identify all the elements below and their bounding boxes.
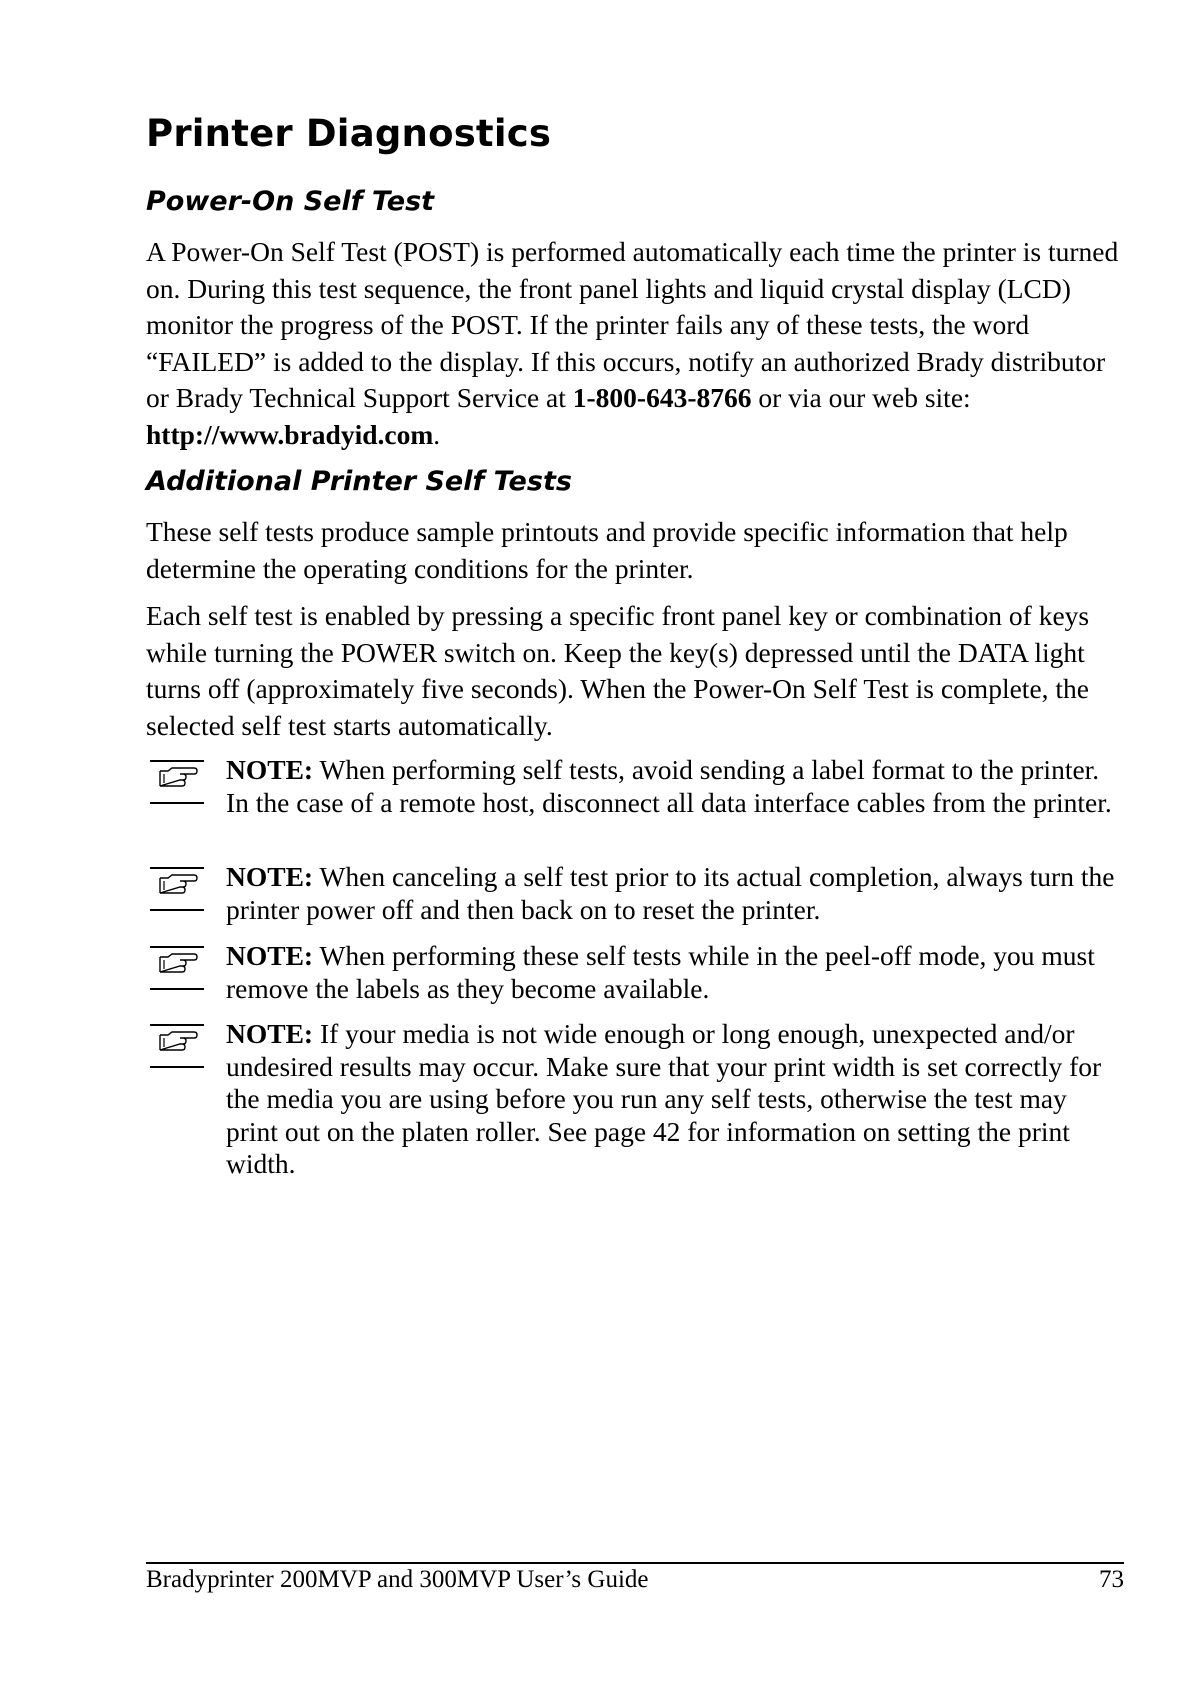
note-4-top-rule	[150, 1024, 204, 1026]
note-body: When performing these self tests while in the peel-off mode, you must remove the labels as they become available.	[226, 940, 1095, 1004]
website-url: http://www.bradyid.com	[146, 418, 434, 450]
note-3-bottom-rule	[150, 988, 204, 990]
note-body: When canceling a self test prior to its actual completion, always turn the printer power off and then back on to reset the printer.	[226, 861, 1115, 925]
footer-rule	[146, 1562, 1124, 1564]
support-phone: 1-800-643-8766	[572, 382, 752, 413]
note-4-bottom-rule	[150, 1066, 204, 1068]
pointing-hand-icon	[158, 765, 198, 791]
note-body: If your media is not wide enough or long enough, unexpected and/or undesired results may occur. Make sure that your print width is set correctly for the media you are using before you run any self tests, otherwise the test may print out on the platen roller. See page 42 for information on setting the print width.	[226, 1018, 1102, 1179]
note-body: When performing self tests, avoid sending a label format to the printer. In the case of a remote host, disconnect all data interface cables from the printer.	[226, 754, 1112, 818]
note-4-text	[226, 1018, 1124, 1181]
footer-guide-title: Bradyprinter 200MVP and 300MVP User’s Guide	[146, 1566, 649, 1593]
post-paragraph-end: .	[433, 418, 441, 450]
note-3-top-rule	[150, 946, 204, 948]
section-heading-post: Power-On Self Test	[146, 186, 435, 217]
note-4	[146, 1018, 1124, 1179]
note-1-top-rule	[150, 760, 204, 762]
post-paragraph-text: A Power-On Self Test (POST) is performed automatically each time the printer is turned on. During this test sequence, the front panel lights and liquid crystal display (LCD) monitor the progress of the POST. If the printer fails any of these tests, the word “FAILED” is added to the display. If this occurs, notify an authorized Brady distributor or Brady Technical Support Service at	[146, 236, 1119, 413]
section-heading-additional-tests: Additional Printer Self Tests	[146, 466, 572, 497]
page-title: Printer Diagnostics	[146, 112, 552, 155]
note-3-text	[226, 940, 1124, 1005]
page-number: 73	[1099, 1566, 1124, 1593]
post-paragraph	[146, 234, 1124, 453]
additional-tests-paragraph-2: Each self test is enabled by pressing a specific front panel key or combination of keys while turning the POWER switch on. Keep the key(s) depressed until the DATA light turns off (approximately five seconds). When the Power-On Self Test is complete, the selected self test starts automatically.	[146, 600, 1090, 741]
note-1-bottom-rule	[150, 802, 204, 804]
pointing-hand-icon	[158, 1029, 198, 1055]
pointing-hand-icon	[158, 872, 198, 898]
note-1-text	[226, 754, 1124, 819]
note-label: NOTE:	[226, 861, 314, 892]
note-1	[146, 754, 1124, 818]
pointing-hand-icon	[158, 951, 198, 977]
note-2-text	[226, 861, 1124, 926]
note-2-top-rule	[150, 867, 204, 869]
note-label: NOTE:	[226, 940, 314, 971]
note-3	[146, 940, 1124, 1004]
additional-tests-paragraph-1: These self tests produce sample printouts and provide specific information that help determine the operating conditions for the printer.	[146, 516, 1068, 584]
note-2	[146, 861, 1124, 925]
note-label: NOTE:	[226, 1018, 314, 1049]
post-paragraph-text-2: or via our web site:	[751, 382, 971, 413]
note-label: NOTE:	[226, 754, 314, 785]
note-2-bottom-rule	[150, 909, 204, 911]
